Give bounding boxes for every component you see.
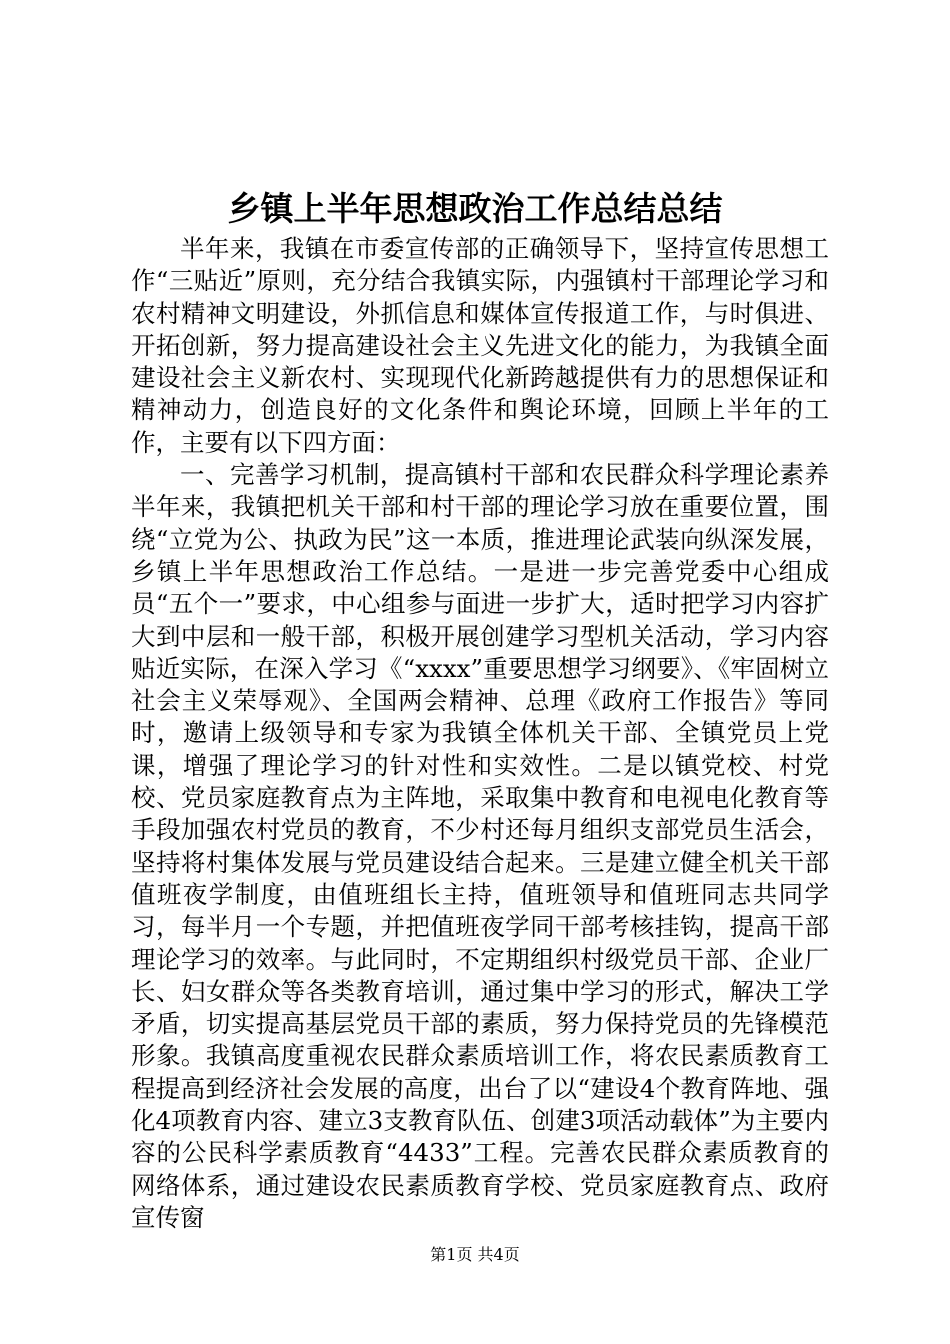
document-body <box>131 233 829 1234</box>
paragraph-intro: 半年来，我镇在市委宣传部的正确领导下，坚持宣传思想工作“三贴近”原则，充分结合我镇实际，内强镇村干部理论学习和农村精神文明建设，外抓信息和媒体宣传报道工作，与时俱进、开拓创新，努力提高建设社会主义先进文化的能力，为我镇全面建设社会主义新农村、实现现代化新跨越提供有力的思想保证和精神动力，创造良好的文化条件和舆论环境，回顾上半年的工作，主要有以下四方面： <box>131 234 829 457</box>
page-number: 第1页 共4页 <box>430 1245 520 1264</box>
page-title: 乡镇上半年思想政治工作总结总结 <box>227 189 723 228</box>
paragraph-section-one: 一、完善学习机制，提高镇村干部和农民群众科学理论素养半年来，我镇把机关干部和村干部的理论学习放在重要位置，围绕“立党为公、执政为民”这一本质，推进理论武装向纵深发展，乡镇上半年思想政治工作总结。一是进一步完善党委中心组成员“五个一”要求，中心组参与面进一步扩大，适时把学习内容扩大到中层和一般干部，积极开展创建学习型机关活动，学习内容贴近实际，在深入学习《“xxxx”重要思想学习纲要》、《牢固树立社会主义荣辱观》、全国两会精神、总理《政府工作报告》等同时，邀请上级领导和专家为我镇全体机关干部、全镇党员上党课，增强了理论学习的针对性和实效性。二是以镇党校、村党校、党员家庭教育点为主阵地，采取集中教育和电视电化教育等手段加强农村党员的教育，不少村还每月组织支部党员生活会，坚持将村集体发展与党员建设结合起来。三是建立健全机关干部值班夜学制度，由值班组长主持，值班领导和值班同志共同学习，每半月一个专题，并把值班夜学同干部考核挂钩，提高干部理论学习的效率。与此同时，不定期组织村级党员干部、企业厂长、妇女群众等各类教育培训，通过集中学习的形式，解决工学矛盾，切实提高基层党员干部的素质，努力保持党员的先锋模范形象。我镇高度重视农民群众素质培训工作，将农民素质教育工程提高到经济社会发展的高度，出台了以“建设4个教育阵地、强化4项教育内容、建立3支教育队伍、创建3项活动载体”为主要内容的公民科学素质教育“4433”工程。完善农民群众素质教育的网络体系，通过建设农民素质教育学校、党员家庭教育点、政府宣传窗 <box>131 460 829 1232</box>
